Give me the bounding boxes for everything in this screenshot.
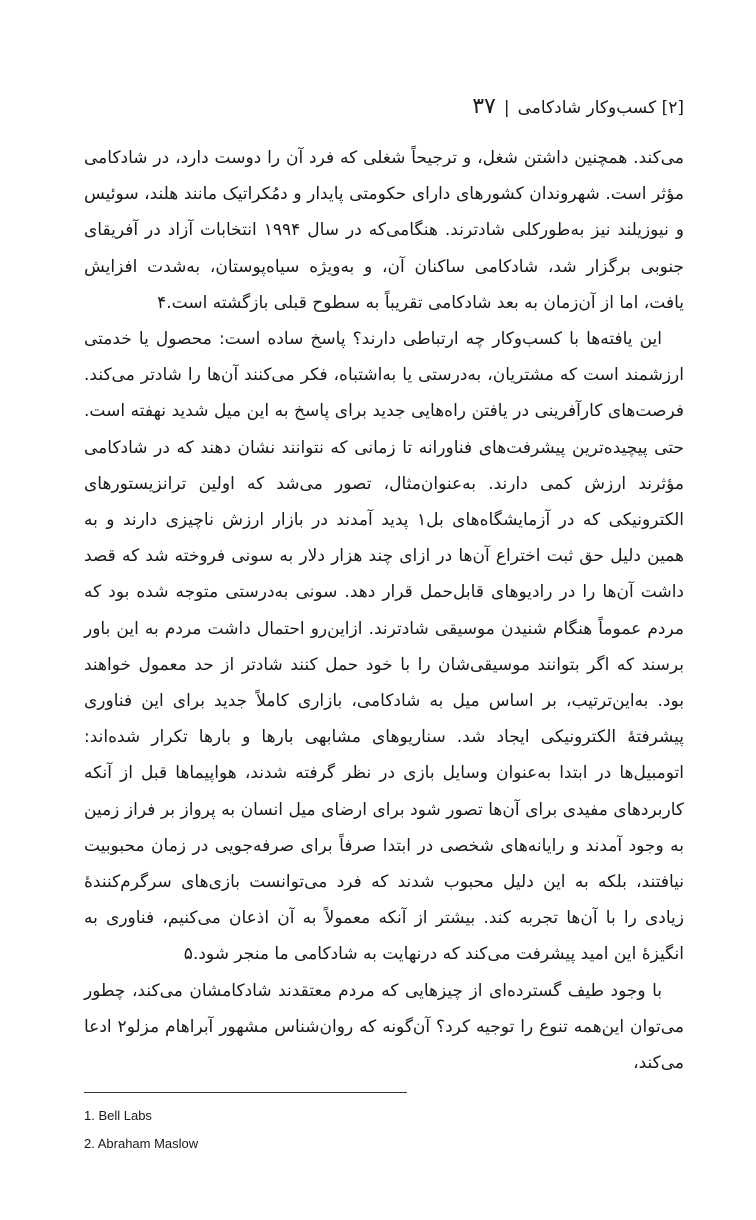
footnote: 2. Abraham Maslow: [84, 1136, 199, 1151]
running-header: [0, 92, 684, 122]
paragraph: این یافته‌ها با کسب‌وکار چه ارتباطی دارند؟ پاسخ ساده است: محصول یا خدمتی ارزشمند است که مشتریان، به‌درستی یا به‌اشتباه، فکر می‌کنند آن‌ها را شادتر می‌کند. فرصت‌های کارآفرینی در یافتن راه‌هایی جدید برای پاسخ به این میل شدید نهفته است. حتی پیچیده‌ترین پیشرفت‌های فناورانه تا زمانی که نتوانند نشان دهند که در شادکامی مؤثرند ارزش کمی دارند. به‌عنوان‌مثال، تصور می‌شد که اولین ترانزیستورهای الکترونیکی که در آزمایشگاه‌های بل۱ پدید آمدند در بازار ارزش ناچیزی دارند و به همین دلیل حق ثبت اختراع آن‌ها در ازای چند هزار دلار به سونی فروخته شد که قصد داشت آن‌ها را در رادیوهای قابل‌حمل قرار دهد. سونی به‌درستی متوجه شده بود که مردم عموماً هنگام شنیدن موسیقی شادترند. ازاین‌رو احتمال داشت مردم به این باور برسند که اگر بتوانند موسیقی‌شان را با خود حمل کنند شادتر از حد معمول خواهند بود. به‌این‌ترتیب، بر اساس میل به شادکامی، بازاری کاملاً جدید برای این فناوری پیشرفتهٔ الکترونیکی ایجاد شد. سناریوهای مشابهی بارها و بارها تکرار شده‌اند: اتومبیل‌ها در ابتدا به‌عنوان وسایل بازی در نظر گرفته شدند، هواپیماها قبل از آنکه کاربردهای مفیدی برای آن‌ها تصور شود برای ارضای میل انسان به پرواز بر فراز زمین به وجود آمدند و رایانه‌های شخصی در ابتدا صرفاً برای صرفه‌جویی در زمان محبوبیت نیافتند، بلکه به این دلیل محبوب شدند که فرد می‌توانست بازی‌های سرگرم‌کنندهٔ زیادی را با آن‌ها تجربه کند. بیشتر از آنکه معمولاً به آن اذعان می‌کنیم، فناوری به انگیزهٔ این امید پیشرفت می‌کند که درنهایت به شادکامی ما منجر شود.۵: [84, 329, 685, 965]
page-number: ۳۷: [472, 94, 496, 119]
header-separator: |: [503, 98, 510, 118]
footnote-divider: [84, 1092, 407, 1093]
paragraph: با وجود طیف گسترده‌ای از چیزهایی که مردم معتقدند شادکامشان می‌کند، چطور می‌توان این‌همه تنوع را توجیه کرد؟ آن‌گونه که روان‌شناس مشهور آبراهام مزلو۲ ادعا می‌کند،: [84, 980, 684, 1074]
footnote: 1. Bell Labs: [84, 1108, 152, 1123]
paragraph: می‌کند. همچنین داشتن شغل، و ترجیحاً شغلی که فرد آن را دوست دارد، در شادکامی مؤثر است. شهروندان کشورهای دارای حکومتی پایدار و دمُکراتیک مانند هلند، سوئیس و نیوزیلند نیز به‌طورکلی شادترند. هنگامی‌که در سال ۱۹۹۴ انتخابات آزاد در آفریقای جنوبی برگزار شد، شادکامی ساکنان آن، و به‌ویژه سیاه‌پوستان، به‌شدت افزایش یافت، اما از آن‌زمان به بعد شادکامی تقریباً به سطوح قبلی بازگشته است.۴: [84, 148, 684, 313]
footnotes: [84, 1102, 684, 1158]
chapter-title: [۲] کسب‌وکار شادکامی: [517, 98, 684, 118]
body-text: [84, 140, 684, 1081]
